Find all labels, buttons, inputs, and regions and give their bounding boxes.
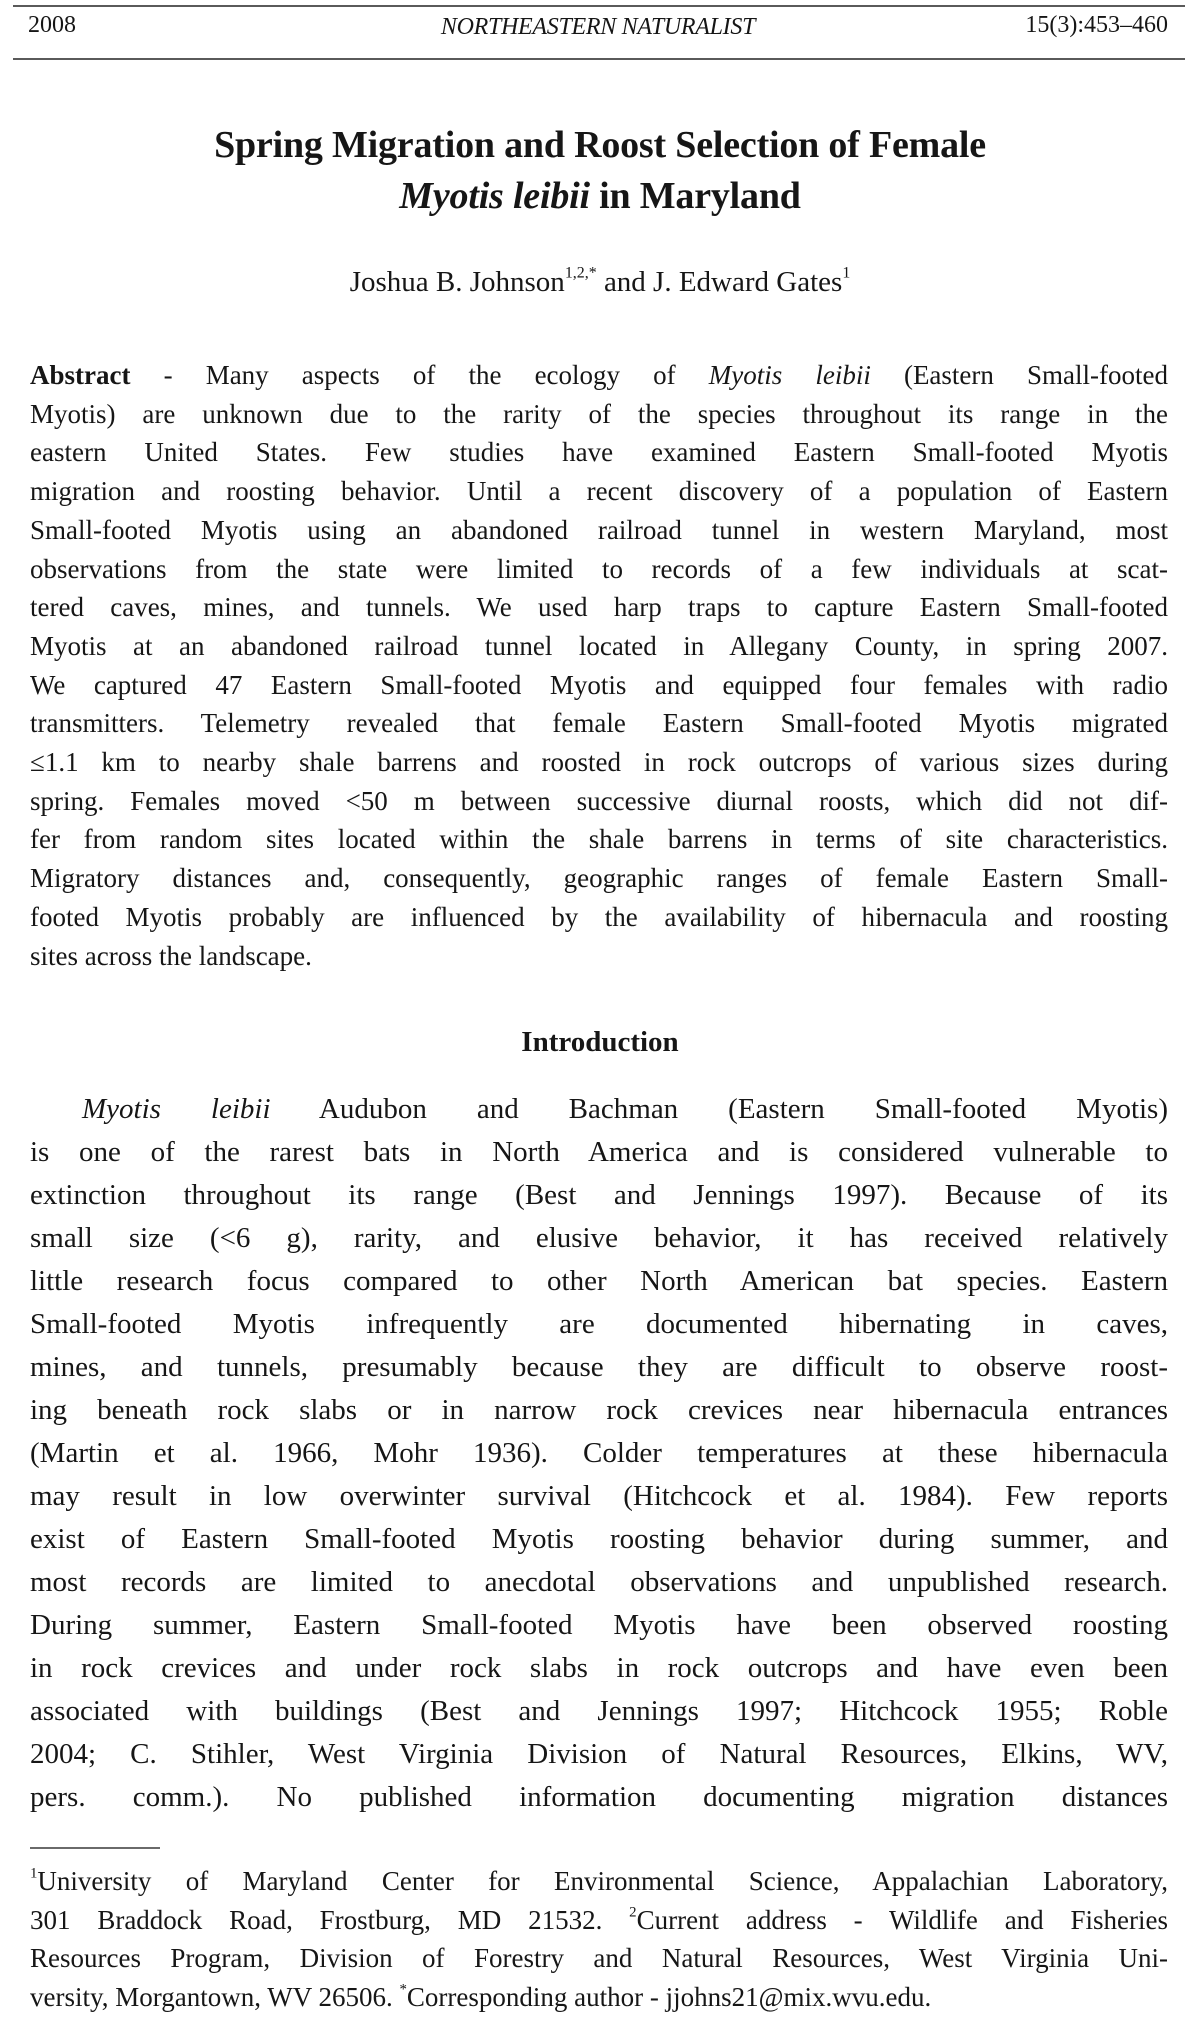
footnote-line: versity, Morgantown, WV 26506. *Corresponding author - jjohns21@mix.wvu.edu. [30,1980,932,2012]
corresponding-author-email: Corresponding author - jjohns21@mix.wvu.edu. [406,1981,932,2012]
intro-line: exist of Eastern Small-footed Myotis roosting behavior during summer, and [30,1523,1168,1555]
section-heading-introduction: Introduction [521,1026,679,1058]
footnote-line: 301 Braddock Road, Frostburg, MD 21532. $^2$Current address - Wildlife and Fisheries [30,1903,1168,1935]
intro-line: ing beneath rock slabs or in narrow rock crevices near hibernacula entrances [30,1394,1168,1426]
introduction-body [30,1088,1168,1819]
abstract-line: transmitters. Telemetry revealed that female Eastern Small-footed Myotis migrated [30,708,1168,739]
intro-line: pers. comm.). No published information documenting migration distances [30,1781,1168,1813]
volume-pages: 15(3):453–460 [1025,12,1168,38]
abstract-line: spring. Females moved <50 m between successive diurnal roosts, which did not dif- [30,785,1168,816]
intro-line: (Martin et al. 1966, Mohr 1936). Colder temperatures at these hibernacula [30,1437,1168,1469]
intro-line: small size (<6 g), rarity, and elusive behavior, it has received relatively [30,1222,1168,1254]
abstract-label: Abstract [30,360,131,390]
footnote-line: $^1$University of Maryland Center for Environmental Science, Appalachian Laboratory, [30,1865,1168,1896]
title-line-1: Spring Migration and Roost Selection of Female [214,124,986,166]
intro-line: little research focus compared to other North American bat species. Eastern [30,1265,1168,1297]
intro-line: Small-footed Myotis infrequently are documented hibernating in caves, [30,1308,1168,1340]
journal-name: NORTHEASTERN NATURALIST [440,14,756,40]
author-2-affiliation: 1 [842,264,851,282]
abstract-line: migration and roosting behavior. Until a recent discovery of a population of Eastern [30,476,1168,507]
intro-line: may result in low overwinter survival (Hitchcock et al. 1984). Few reports [30,1480,1168,1512]
intro-line: extinction throughout its range (Best and Jennings 1997). Because of its [30,1179,1168,1211]
abstract-line: observations from the state were limited to records of a few individuals at scat- [30,553,1168,584]
abstract-line: footed Myotis probably are influenced by the availability of hibernacula and roosting [30,901,1168,932]
author-list [0,266,1200,299]
abstract-line: tered caves, mines, and tunnels. We used harp traps to capture Eastern Small-footed [30,592,1168,623]
title-line-2-rest: in Maryland [589,175,801,217]
abstract-line: Migratory distances and, consequently, geographic ranges of female Eastern Small- [30,863,1168,894]
abstract-line: We captured 47 Eastern Small-footed Myotis and equipped four females with radio [30,669,1168,700]
abstract-line: eastern United States. Few studies have examined Eastern Small-footed Myotis [30,437,1168,468]
paper-title [0,120,1200,222]
abstract-line: sites across the landscape. [30,940,312,971]
abstract-line: Abstract - Many aspects of the ecology of Myotis leibii (Eastern Small-footed [30,360,1168,390]
author-1-affiliation: 1,2,* [564,264,597,282]
abstract-line: Small-footed Myotis using an abandoned railroad tunnel in western Maryland, most [30,514,1168,545]
abstract [30,356,1168,975]
intro-line: most records are limited to anecdotal observations and unpublished research. [30,1566,1168,1598]
header-top-rule [13,5,1185,7]
author-2: and J. Edward Gates [596,266,843,298]
intro-line: 2004; C. Stihler, West Virginia Division of Natural Resources, Elkins, WV, [30,1738,1168,1770]
author-1: Joshua B. Johnson [349,266,565,298]
title-line-2 [0,171,1200,222]
footnote-divider [30,1847,160,1849]
footnote-line: Resources Program, Division of Forestry and Natural Resources, West Virginia Uni- [30,1943,1168,1973]
abstract-line: ≤1.1 km to nearby shale barrens and roosted in rock outcrops of various sizes during [30,747,1168,778]
intro-line: Myotis leibii Audubon and Bachman (Eastern Small-footed Myotis) [82,1093,1168,1125]
journal-year: 2008 [28,12,76,38]
running-head [28,12,1168,48]
abstract-line: Myotis) are unknown due to the rarity of the species throughout its range in the [30,398,1168,429]
intro-line: During summer, Eastern Small-footed Myotis have been observed roosting [30,1609,1168,1641]
intro-line: mines, and tunnels, presumably because they are difficult to observe roost- [30,1351,1168,1383]
footnotes [30,1862,1168,2016]
intro-line: is one of the rarest bats in North America and is considered vulnerable to [30,1136,1168,1168]
title-species-name: Myotis leibii [399,175,590,217]
intro-line: in rock crevices and under rock slabs in rock outcrops and have even been [30,1652,1168,1684]
abstract-line: Myotis at an abandoned railroad tunnel located in Allegany County, in spring 2007. [30,630,1168,661]
header-bottom-rule [13,58,1185,60]
abstract-line: fer from random sites located within the shale barrens in terms of site characteristics. [30,824,1168,855]
intro-line: associated with buildings (Best and Jennings 1997; Hitchcock 1955; Roble [30,1695,1168,1727]
